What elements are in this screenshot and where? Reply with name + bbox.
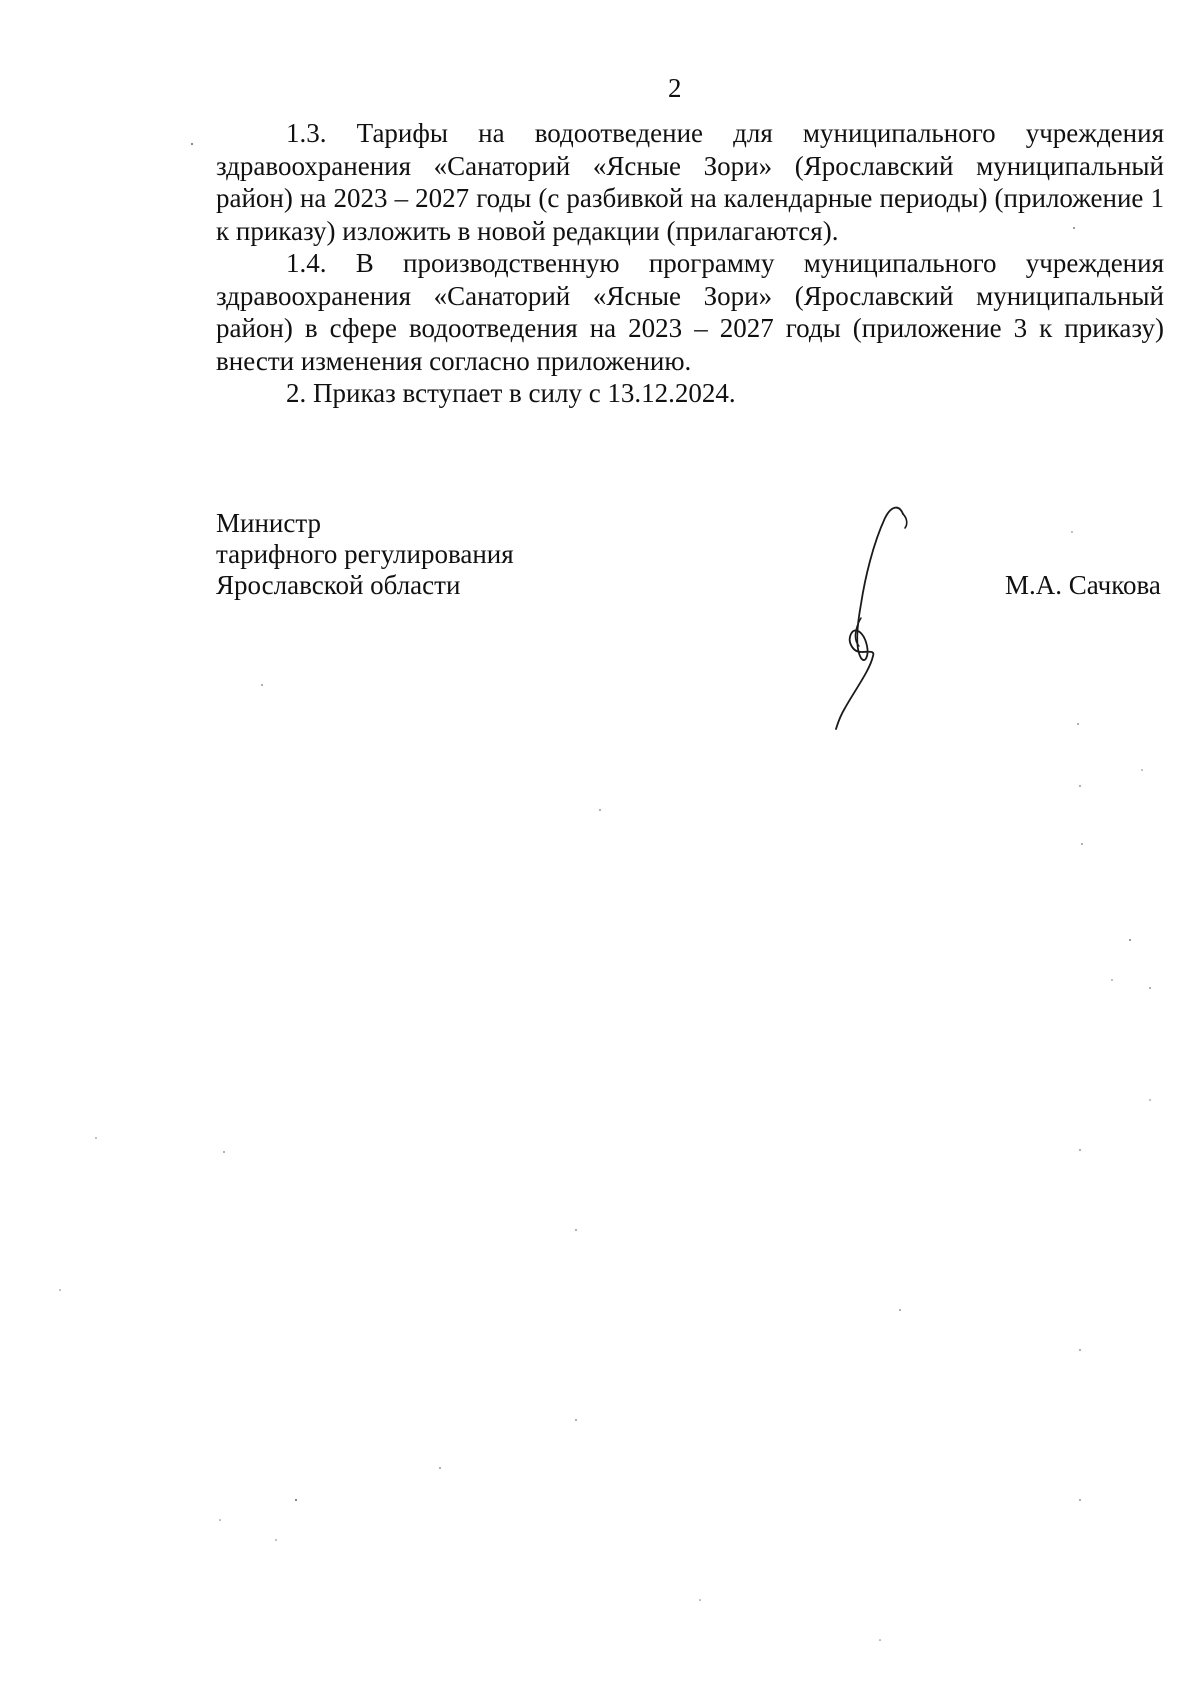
paragraph-1-4: 1.4. В производственную программу муниципального учреждения здравоохранения «Санаторий «Ясные Зори» (Ярославский муниципальный район) в сфере водоотведения на 2023 – 2027 годы (приложение 3 к приказу) внести изменения согласно приложению. — [216, 248, 1164, 376]
signatory-position: Министр — [216, 508, 321, 538]
signatory-title — [216, 508, 736, 601]
handwritten-signature — [815, 500, 925, 730]
signatory-name: М.А. Сачкова — [1005, 570, 1161, 600]
paragraph-1-3: 1.3. Тарифы на водоотведение для муниципального учреждения здравоохранения «Санаторий «Ясные Зори» (Ярославский муниципальный район) на 2023 – 2027 годы (с разбивкой на календарные периоды) (приложение 1 к приказу) изложить в новой редакции (прилагаются). — [216, 118, 1164, 246]
signatory-department: тарифного регулирования — [216, 539, 514, 569]
signatory-region: Ярославской области — [216, 570, 461, 600]
paragraph-2: 2. Приказ вступает в силу с 13.12.2024. — [286, 378, 736, 408]
page-number: 2 — [668, 73, 682, 103]
document-body — [216, 117, 1164, 410]
